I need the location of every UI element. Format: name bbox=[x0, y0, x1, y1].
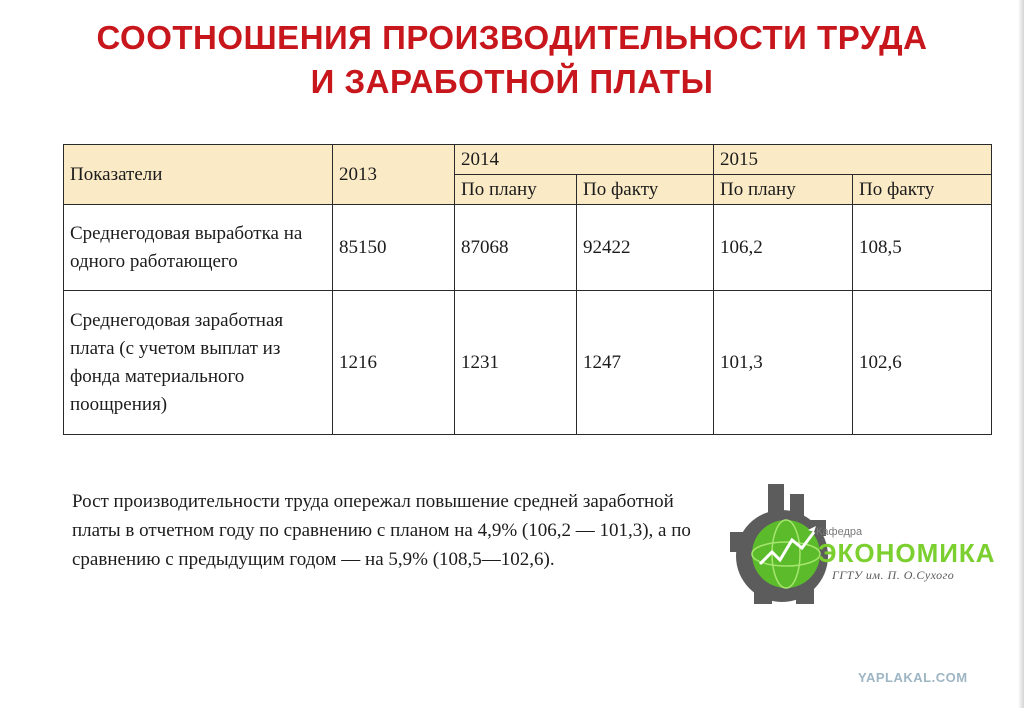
table-row bbox=[64, 205, 992, 291]
slide-edge-shadow bbox=[1018, 0, 1024, 708]
title-line-2: И ЗАРАБОТНОЙ ПЛАТЫ bbox=[310, 63, 714, 100]
cell-2013: 85150 bbox=[333, 205, 455, 291]
header-indicators: Показатели bbox=[64, 145, 333, 205]
row-label-output: Среднегодовая выработка на одного работающего bbox=[64, 205, 333, 291]
cell-2015-fact: 108,5 bbox=[853, 205, 992, 291]
title-line-1: СООТНОШЕНИЯ ПРОИЗВОДИТЕЛЬНОСТИ ТРУДА bbox=[96, 19, 928, 56]
logo-caption-small: Кафедра bbox=[816, 526, 863, 538]
logo-caption-university: ГГТУ им. П. О.Сухого bbox=[832, 568, 955, 582]
header-2014-fact: По факту bbox=[577, 175, 714, 205]
cell-2015-plan: 106,2 bbox=[714, 205, 853, 291]
cell-2014-fact: 92422 bbox=[577, 205, 714, 291]
row-label-wage: Среднегодовая заработная плата (с учетом выплат из фонда материального поощрения) bbox=[64, 291, 333, 435]
productivity-wage-table bbox=[63, 144, 992, 435]
header-2015-fact: По факту bbox=[853, 175, 992, 205]
department-logo bbox=[728, 478, 1008, 608]
cell-2014-plan: 87068 bbox=[455, 205, 577, 291]
logo-caption-big: ЭКОНОМИКА bbox=[818, 538, 996, 568]
cell-2014-fact: 1247 bbox=[577, 291, 714, 435]
header-2014: 2014 bbox=[455, 145, 714, 175]
header-2015-plan: По плану bbox=[714, 175, 853, 205]
slide-title bbox=[0, 16, 1024, 104]
cell-2015-fact: 102,6 bbox=[853, 291, 992, 435]
header-2014-plan: По плану bbox=[455, 175, 577, 205]
table-row bbox=[64, 291, 992, 435]
summary-text: Рост производительности труда опережал повышение средней заработной платы в отчетном году по сравнению с планом на 4,9% (106,2 — 101,3), а по сравнению с предыдущим годом — на 5,9% (108,5—102,6). bbox=[72, 491, 691, 570]
cell-2014-plan: 1231 bbox=[455, 291, 577, 435]
site-watermark: YAPLAKAL.COM bbox=[858, 670, 968, 685]
cell-2015-plan: 101,3 bbox=[714, 291, 853, 435]
header-2013: 2013 bbox=[333, 145, 455, 205]
cell-2013: 1216 bbox=[333, 291, 455, 435]
header-2015: 2015 bbox=[714, 145, 992, 175]
